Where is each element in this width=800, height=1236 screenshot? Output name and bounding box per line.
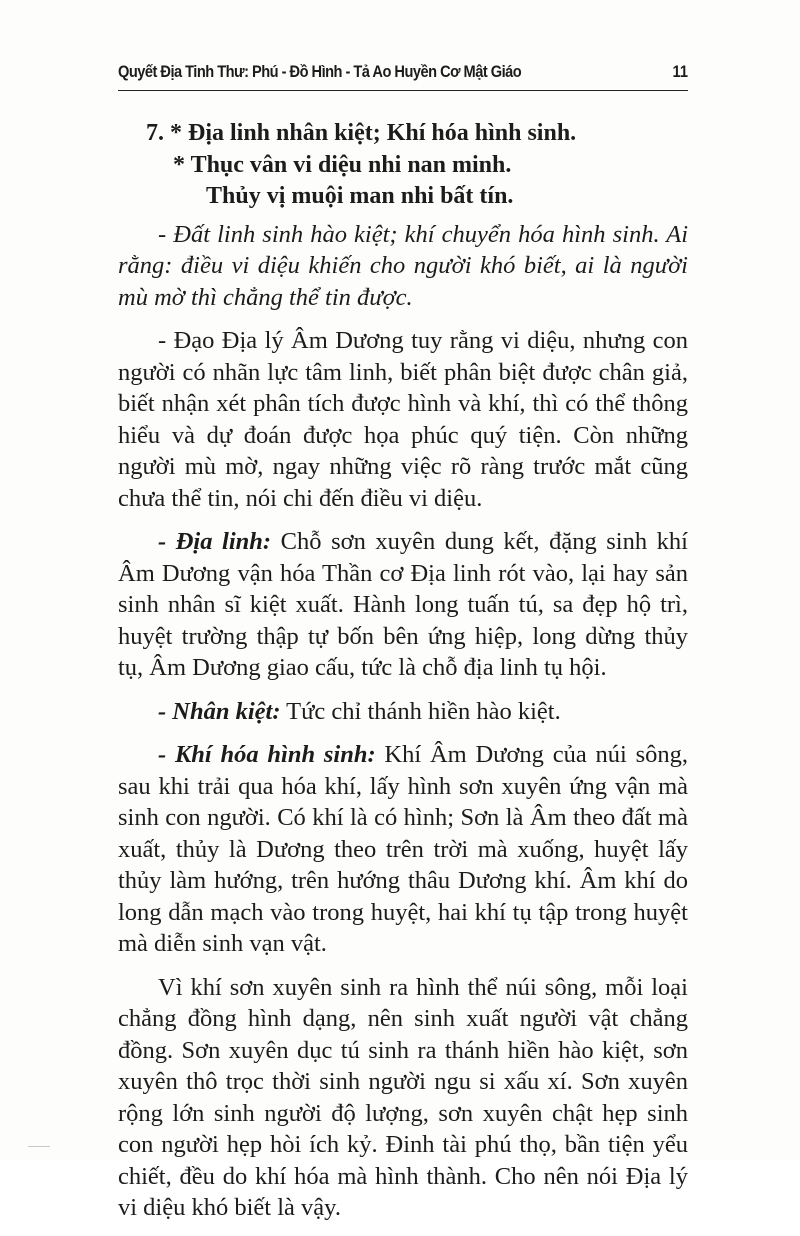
scan-mark [28,1146,50,1147]
term-khi-hoa-hinh-sinh: - Khí hóa hình sinh: [158,741,376,768]
paragraph-dia-linh [118,526,688,684]
verse-block [118,118,688,213]
paragraph-explanation: - Đạo Địa lý Âm Dương tuy rằng vi diệu, nhưng con người có nhãn lực tâm linh, biết phân biệt được chân giả, biết nhận xét phân tích được hình và khí, thì có thể thông hiểu và dự đoán được họa phúc quý tiện. Còn những người mù mờ, ngay những việc rõ ràng trước mắt cũng chưa thể tin, nói chi đến điều vi diệu. [118,327,688,512]
running-header [118,58,688,94]
verse-line-2: * Thục vân vi diệu nhi nan minh. [173,151,512,178]
verse-line-1: 7. * Địa linh nhân kiệt; Khí hóa hình sinh. [146,120,577,146]
paragraph-translation: - Đất linh sinh hào kiệt; khí chuyển hóa hình sinh. Ai rằng: điều vi diệu khiến cho người khó biết, ai là người mù mờ thì chẳng thể tin được. [118,220,688,311]
header-title: Quyết Địa Tinh Thư: Phú - Đồ Hình - Tả Ao Huyền Cơ Mật Giáo [118,62,522,81]
paragraph-conclusion: Vì khí sơn xuyên sinh ra hình thể núi sông, mỗi loại chẳng đồng hình dạng, nên sinh xuất người vật chẳng đồng. Sơn xuyên dục tú sinh ra thánh hiền hào kiệt, sơn xuyên thô trọc thời sinh người ngu si xấu xí. Sơn xuyên rộng lớn sinh người độ lượng, sơn xuyên chật hẹp sinh con người hẹp hòi ích kỷ. Đinh tài phú thọ, bần tiện yểu chiết, đều do khí hóa mà hình thành. Cho nên nói Địa lý vi diệu khó biết là vậy. [118,973,688,1221]
paragraph-dia-linh-text: Chỗ sơn xuyên dung kết, đặng sinh khí Âm Dương vận hóa Thần cơ Địa linh rót vào, lại hay sản sinh nhân sĩ kiệt xuất. Hành long tuấn tú, sa đẹp hộ trì, huyệt trường thập tự bốn bên ứng hiệp, long dừng thủy tụ, Âm Dương giao cấu, tức là chỗ địa linh tụ hội. [118,528,688,681]
page-body [118,112,688,1236]
paragraph-khi-hoa-hinh-sinh-text: Khí Âm Dương của núi sông, sau khi trải qua hóa khí, lấy hình sơn xuyên ứng vận mà sinh con người. Có khí là có hình; Sơn là Âm theo đất mà xuất, thủy là Dương theo trên trời mà xuống, huyệt lấy thủy làm hướng, trên hướng thâu Dương khí. Âm khí do long dẫn mạch vào trong huyệt, hai khí tụ tập trong huyệt mà diễn sinh vạn vật. [118,741,688,957]
page-number: 11 [672,62,688,81]
verse-line-3: Thủy vị muội man nhi bất tín. [206,183,514,209]
paragraph-khi-hoa-hinh-sinh [118,739,688,960]
header-rule [118,90,688,91]
term-nhan-kiet: - Nhân kiệt: [158,697,281,725]
paragraph-nhan-kiet [118,696,688,728]
paragraph-nhan-kiet-text: Tức chỉ thánh hiền hào kiệt. [280,697,561,725]
term-dia-linh: - Địa linh: [158,528,272,555]
